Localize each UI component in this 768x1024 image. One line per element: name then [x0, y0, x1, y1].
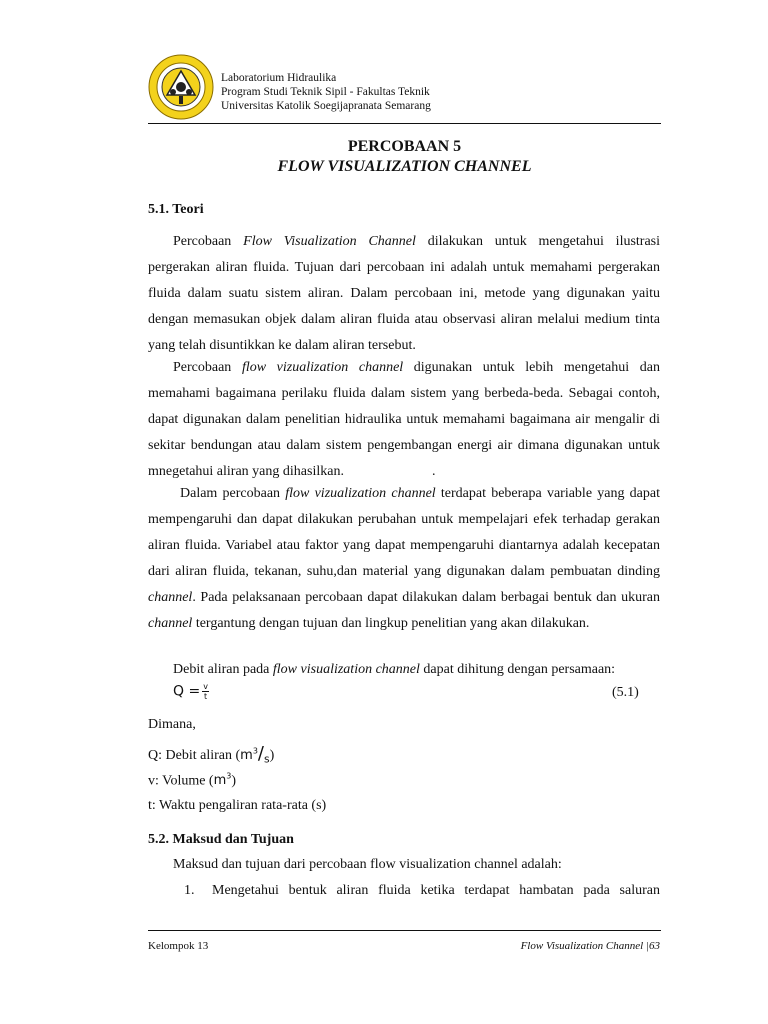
equation-5-1: Q = $\frac{v}{t}$ [173, 682, 208, 701]
definition-v: v: Volume $(m^3)$ [148, 772, 237, 789]
definition-q: Q: Debit aliran $(m^3/_s)$ [148, 743, 275, 766]
footer-page-info: Flow Visualization Channel |63 [520, 940, 660, 952]
footer-divider [148, 930, 661, 931]
chapter-subtitle: FLOW VISUALIZATION CHANNEL [277, 158, 532, 175]
paragraph-4: Debit aliran pada flow visualization channel dapat dihitung dengan persamaan: [173, 662, 616, 677]
header-line-university: Universitas Katolik Soegijapranata Semarang [221, 100, 431, 112]
paragraph-3: Dalam percobaan flow vizualization channel terdapat beberapa variable yang dapat mempengaruhi dan dapat dilakukan perubahan untuk mempelajari efek terhadap gerakan aliran fluida. Variabel atau faktor yang dapat mempengaruhi diantarnya adalah kecepatan dari aliran fluida, tekanan, suhu,dan material yang digunakan dalam pembuatan dinding channel. Pada pelaksanaan percobaan dapat dilakukan dalam berbagai bentuk dan ukuran channel tergantung dengan tujuan dan lingkup penelitian yang akan dilakukan. [148, 486, 660, 631]
chapter-title: PERCOBAAN 5 [347, 138, 462, 155]
institution-header [221, 71, 431, 113]
header-divider [148, 123, 661, 124]
where-label: Dimana, [148, 717, 196, 732]
list-item-number: 1. [184, 883, 195, 898]
list-item-text: Mengetahui bentuk aliran fluida ketika terdapat hambatan pada saluran [212, 883, 660, 898]
section-heading-teori: 5.1. Teori [148, 202, 204, 217]
equation-number: (5.1) [612, 685, 639, 700]
section2-intro: Maksud dan tujuan dari percobaan flow visualization channel adalah: [173, 857, 562, 872]
definition-t: t: Waktu pengaliran rata-rata (s) [148, 798, 327, 813]
footer-group: Kelompok 13 [148, 940, 209, 952]
header-line-lab: Laboratorium Hidraulika [221, 72, 337, 84]
section-heading-maksud-tujuan: 5.2. Maksud dan Tujuan [148, 832, 294, 847]
university-seal-logo [148, 54, 214, 120]
paragraph-2: Percobaan flow vizualization channel digunakan untuk lebih mengetahui dan memahami bagaimana perilaku fluida dalam sistem yang berbeda-beda. Sebagai contoh, dapat digunakan dalam penelitian hidraulika untuk memahami bagaimana air mengalir di sekitar bendungan atau dalam sistem pengembangan energi air dimana digunakan untuk mnegetahui aliran yang dihasilkan. . [148, 360, 660, 479]
paragraph-1: Percobaan Flow Visualization Channel dilakukan untuk mengetahui ilustrasi pergerakan aliran fluida. Tujuan dari percobaan ini adalah untuk memahami pergerakan fluida dalam suatu sistem aliran. Dalam percobaan ini, metode yang digunakan yaitu dengan memasukan objek dalam aliran fluida atau observasi aliran melalui medium tinta yang telah disuntikkan ke dalam aliran tersebut. [148, 234, 661, 353]
equation-numerator: v [203, 682, 208, 691]
equation-denominator: t [204, 692, 208, 701]
header-line-program: Program Studi Teknik Sipil - Fakultas Teknik [221, 86, 430, 98]
